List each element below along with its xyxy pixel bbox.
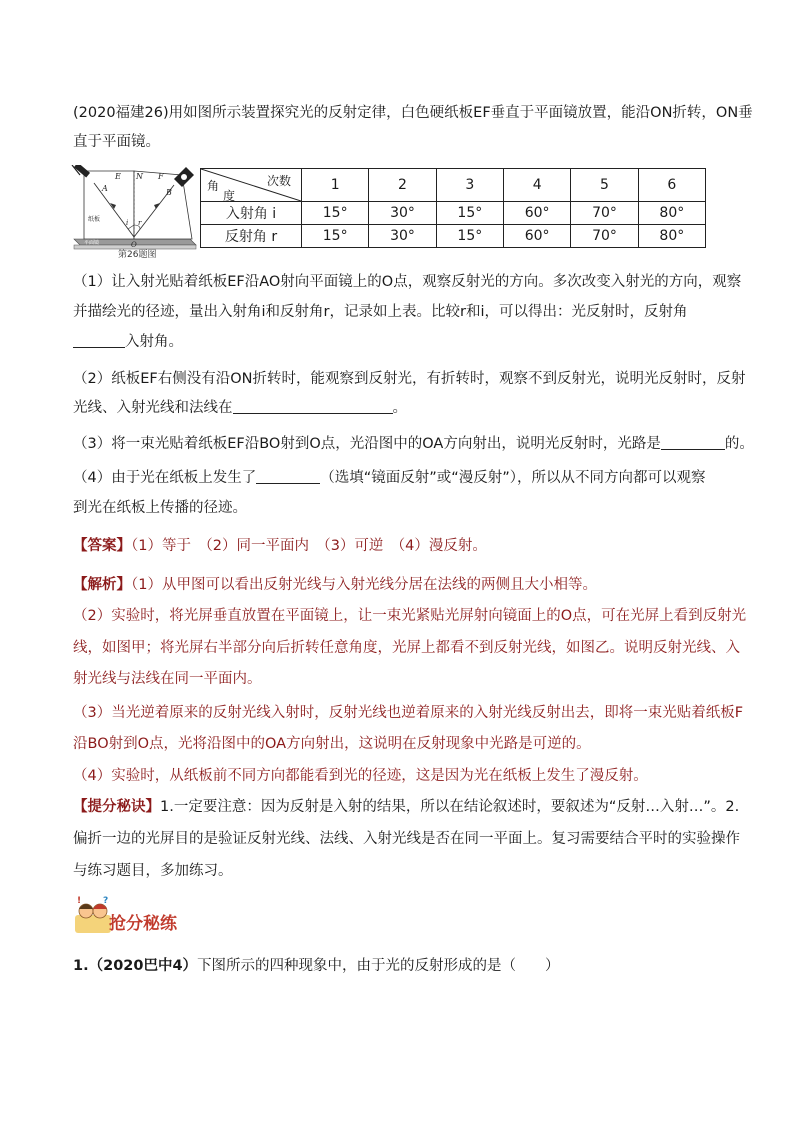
table-cell: 70° — [571, 202, 638, 225]
col-header: 2 — [369, 169, 436, 202]
table-row — [201, 202, 706, 225]
q1-source: （2020巴中4） — [88, 958, 198, 974]
experiment-figure — [70, 165, 198, 260]
col-header: 3 — [436, 169, 503, 202]
row-label: 反射角 r — [201, 225, 302, 248]
answer-blank-2[interactable] — [233, 399, 393, 414]
col-header: 1 — [302, 169, 369, 202]
answer-line — [73, 536, 487, 556]
section-title: 抢分秘练 — [109, 914, 177, 934]
label-r: r — [138, 219, 142, 227]
label-E: E — [115, 172, 121, 181]
table-cell: 60° — [503, 225, 570, 248]
svg-text:?: ? — [103, 896, 109, 906]
analysis-line6: 沿BO射到O点，光将沿图中的OA方向射出，这说明在反射现象中光路是可逆的。 — [73, 736, 591, 752]
part2-line1: （2）纸板EF右侧没有沿ON折转时，能观察到反射光，有折转时，观察不到反射光，说明光反射时，反射 — [73, 371, 746, 387]
analysis-line4: 射光线与法线在同一平面内。 — [73, 671, 262, 687]
analysis-line5: （3）当光逆着原来的反射光线入射时，反射光线也逆着原来的入射光线反射出去，即将一束光贴着纸板F — [73, 705, 744, 721]
label-O: O — [131, 241, 137, 249]
analysis-line2: （2）实验时，将光屏垂直放置在平面镜上，让一束光紧贴光屏射向镜面上的O点，可在光屏上看到反射光 — [73, 608, 747, 624]
part1-line3: 入射角。 — [73, 332, 183, 352]
col-header: 5 — [571, 169, 638, 202]
analysis-line7: （4）实验时，从纸板前不同方向都能看到光的径迹，这是因为光在纸板上发生了漫反射。 — [73, 768, 648, 784]
q1-text: 下图所示的四种现象中，由于光的反射形成的是（ ） — [197, 958, 560, 974]
question-line-1: (2020福建26)用如图所示装置探究光的反射定律，白色硬纸板EF垂直于平面镜放置，能沿ON折转，ON垂 — [73, 105, 753, 121]
q1-number: 1. — [73, 958, 89, 974]
students-cartoon-icon — [73, 895, 113, 935]
label-A: A — [102, 184, 108, 193]
part4-line1: （4）由于光在纸板上发生了 （选填“镜面反射”或“漫反射”），所以从不同方向都可以观察 — [73, 470, 706, 486]
tips-line2: 偏折一边的光屏目的是验证反射光线、法线、入射光线是否在同一平面上。复习需要结合平时的实验操作 — [73, 831, 740, 847]
analysis-line1: 【解析】（1）从甲图可以看出反射光线与入射光线分居在法线的两侧且大小相等。 — [73, 577, 597, 593]
table-corner-cell — [201, 169, 302, 202]
table-row — [201, 225, 706, 248]
answer-blank-3[interactable] — [661, 435, 725, 450]
part1-line1: （1）让入射光贴着纸板EF沿AO射向平面镜上的O点，观察反射光的方向。多次改变入射光的方向，观察 — [73, 274, 742, 290]
label-board: 纸板 — [88, 216, 101, 223]
table-cell: 15° — [302, 202, 369, 225]
analysis-label: 【解析】 — [73, 577, 131, 593]
part3-line1: （3）将一束光贴着纸板EF沿BO射到O点，光沿图中的OA方向射出，说明光反射时，光路是 的。 — [73, 436, 754, 452]
tips-line1: 【提分秘诀】1.一定要注意：因为反射是入射的结果，所以在结论叙述时，要叙述为“反射…入射…”。2. — [73, 799, 740, 815]
table-cell: 70° — [571, 225, 638, 248]
part2-line2: 光线、入射光线和法线在 。 — [73, 400, 407, 416]
label-N: N — [136, 172, 143, 181]
table-cell: 80° — [638, 202, 705, 225]
tips-label: 【提分秘诀】 — [73, 799, 160, 815]
table-cell: 30° — [369, 202, 436, 225]
part4-line2: 到光在纸板上传播的径迹。 — [73, 500, 247, 516]
question-line-2: 直于平面镜。 — [73, 134, 160, 150]
q1-line — [73, 956, 560, 976]
corner-left-label-2: 度 — [223, 189, 236, 203]
data-table — [200, 168, 706, 248]
answer-label: 【答案】 — [73, 538, 131, 554]
label-B: B — [166, 188, 172, 197]
label-mirror: 平面镜 — [84, 240, 100, 246]
col-header: 4 — [503, 169, 570, 202]
table-cell: 30° — [369, 225, 436, 248]
col-header: 6 — [638, 169, 705, 202]
analysis-line3: 线，如图甲；将光屏右半部分向后折转任意角度，光屏上都看不到反射光线，如图乙。说明反射光线、入 — [73, 640, 740, 656]
table-cell: 60° — [503, 202, 570, 225]
corner-top-label: 次数 — [266, 174, 291, 188]
laser-pen-left-icon — [72, 165, 90, 177]
corner-left-label-1: 角 — [207, 179, 220, 193]
table-cell: 80° — [638, 225, 705, 248]
row-label: 入射角 i — [201, 202, 302, 225]
answer-text: （1）等于 （2）同一平面内 （3）可逆 （4）漫反射。 — [131, 538, 487, 554]
table-cell: 15° — [302, 225, 369, 248]
reflection-apparatus-drawing — [70, 165, 198, 257]
answer-blank-1[interactable] — [73, 333, 125, 348]
table-header-row — [201, 169, 706, 202]
svg-text:!: ! — [77, 896, 82, 906]
section-header — [73, 895, 183, 937]
table-cell: 15° — [436, 225, 503, 248]
tips-line3: 与练习题目，多加练习。 — [73, 863, 233, 879]
label-i: i — [126, 219, 129, 227]
figure-caption: 第26题图 — [118, 250, 157, 260]
table-cell: 15° — [436, 202, 503, 225]
label-F: F — [158, 172, 164, 181]
answer-blank-4[interactable] — [256, 469, 320, 484]
part1-line2: 并描绘光的径迹，量出入射角i和反射角r，记录如上表。比较r和i，可以得出：光反射时，反射角 — [73, 304, 688, 320]
